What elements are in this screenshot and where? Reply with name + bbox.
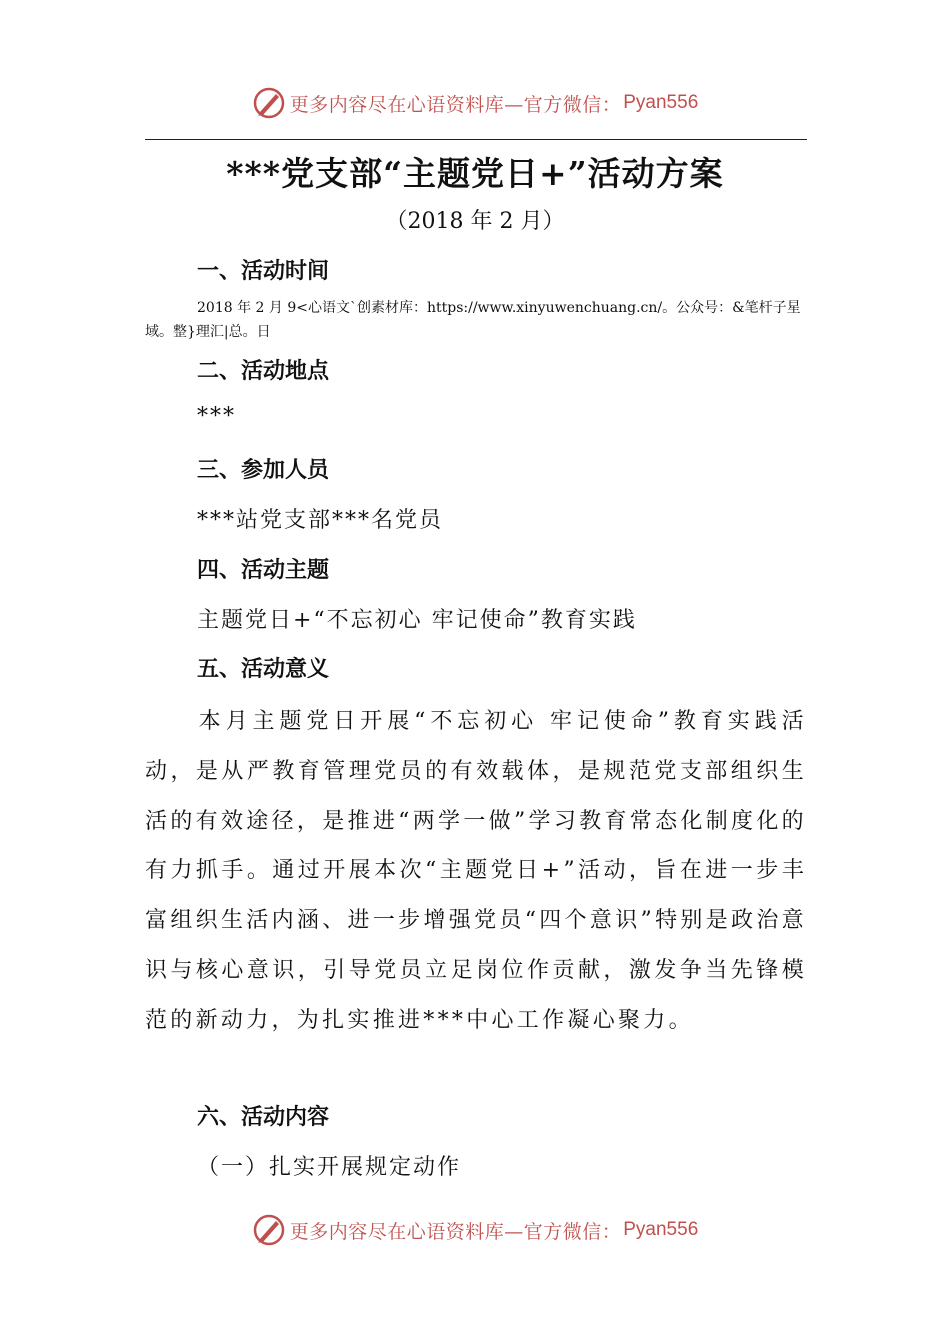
section-heading-theme: 四、活动主题: [197, 558, 330, 583]
pen-logo-icon: [252, 86, 286, 120]
section-heading-significance: 五、活动意义: [197, 657, 330, 682]
section-body-location: ***: [197, 404, 236, 429]
banner-text: 更多内容尽在心语资料库—官方微信：: [289, 93, 622, 116]
section-heading-time: 一、活动时间: [197, 259, 330, 284]
subsection-heading-1: （一）扎实开展规定动作: [197, 1155, 462, 1180]
section-heading-participants: 三、参加人员: [197, 458, 330, 483]
banner-handle: Pyan556: [623, 92, 699, 113]
banner-text: 更多内容尽在心语资料库—官方微信：: [289, 1220, 622, 1243]
section-heading-content: 六、活动内容: [197, 1105, 330, 1130]
banner-handle: Pyan556: [623, 1219, 699, 1240]
section-body-participants: ***站党支部***名党员: [197, 508, 444, 533]
footer-watermark-banner: [0, 1210, 950, 1250]
document-date: （2018 年 2 月）: [385, 209, 565, 234]
header-rule: [145, 139, 807, 140]
section-body-time: 2018 年 2 月 9<心语文`创素材库：https://www.xinyuwenchuang.cn/。公众号：&笔杆子星域。整}理汇|总。日: [145, 300, 801, 340]
document-title: ***党支部“主题党日+”活动方案: [226, 154, 724, 193]
section-heading-location: 二、活动地点: [197, 359, 330, 384]
header-watermark-banner: [0, 83, 950, 123]
section-body-significance: 本月主题党日开展“不忘初心 牢记使命”教育实践活动，是从严教育管理党员的有效载体，是规范党支部组织生活的有效途径，是推进“两学一做”学习教育常态化制度化的有力抓手。通过开展本次“主题党日+”活动，旨在进一步丰富组织生活内涵、进一步增强党员“四个意识”特别是政治意识与核心意识，引导党员立足岗位作贡献，激发争当先锋模范的新动力，为扎实推进***中心工作凝心聚力。: [145, 709, 807, 1033]
pen-logo-icon: [252, 1213, 286, 1247]
section-body-theme: 主题党日+“不忘初心 牢记使命”教育实践: [197, 608, 637, 633]
